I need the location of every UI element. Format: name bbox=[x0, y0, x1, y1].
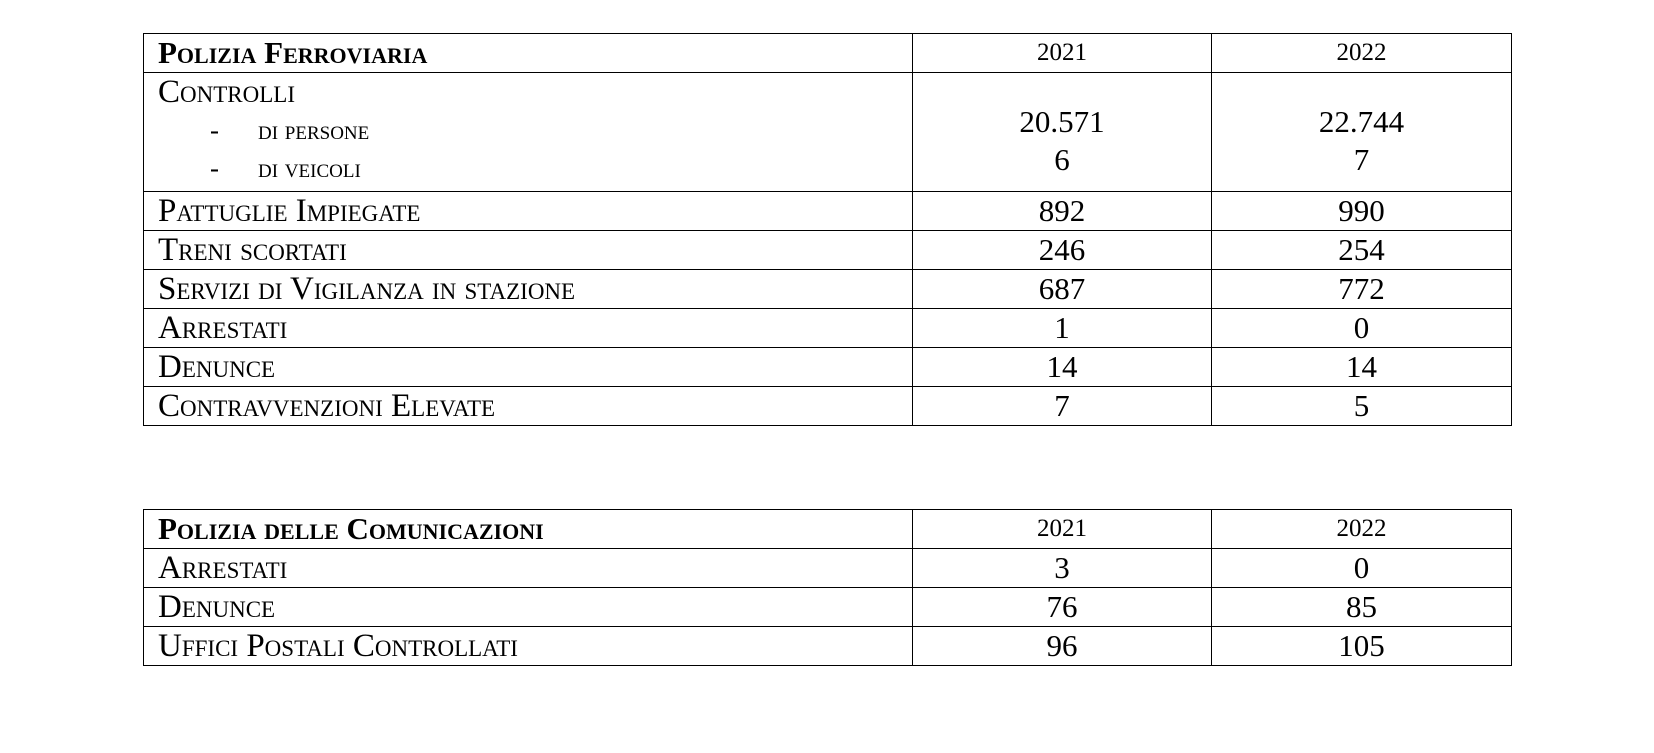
row-value-2021: 76 bbox=[913, 588, 1212, 627]
year-column-header: 2022 bbox=[1212, 510, 1512, 549]
controlli-values-2022 bbox=[1212, 73, 1512, 192]
table-row bbox=[144, 387, 1512, 426]
row-label: Arrestati bbox=[144, 309, 913, 348]
row-label: Pattuglie Impiegate bbox=[144, 192, 913, 231]
row-label: Arrestati bbox=[144, 549, 913, 588]
controlli-veicoli-label: di veicoli bbox=[258, 153, 361, 183]
table-row bbox=[144, 588, 1512, 627]
row-value-2021: 7 bbox=[913, 387, 1212, 426]
row-value-2022: 105 bbox=[1212, 627, 1512, 666]
row-label: Servizi di Vigilanza in stazione bbox=[144, 270, 913, 309]
controlli-persone-label: di persone bbox=[258, 115, 370, 145]
controlli-label-cell bbox=[144, 73, 913, 192]
table-row bbox=[144, 192, 1512, 231]
row-value-2021: 96 bbox=[913, 627, 1212, 666]
row-value-2021: 246 bbox=[913, 231, 1212, 270]
row-value-2021: 1 bbox=[913, 309, 1212, 348]
row-value-2021: 14 bbox=[913, 348, 1212, 387]
row-value-2021: 3 bbox=[913, 549, 1212, 588]
table-row bbox=[144, 73, 1512, 192]
row-label: Uffici Postali Controllati bbox=[144, 627, 913, 666]
bullet-dash: - bbox=[210, 153, 219, 183]
row-label: Denunce bbox=[144, 588, 913, 627]
controlli-persone-label-line bbox=[158, 111, 912, 149]
year-column-header: 2021 bbox=[913, 34, 1212, 73]
controlli-persone-2021: 20.571 bbox=[1019, 104, 1105, 139]
row-value-2022: 14 bbox=[1212, 348, 1512, 387]
row-value-2022: 254 bbox=[1212, 231, 1512, 270]
row-value-2022: 772 bbox=[1212, 270, 1512, 309]
controlli-veicoli-2022: 7 bbox=[1353, 142, 1370, 177]
row-value-2022: 990 bbox=[1212, 192, 1512, 231]
controlli-veicoli-label-line bbox=[158, 149, 912, 187]
row-label: Denunce bbox=[144, 348, 913, 387]
controlli-persone-2022: 22.744 bbox=[1318, 104, 1405, 139]
year-column-header: 2022 bbox=[1212, 34, 1512, 73]
polizia-comunicazioni-table bbox=[143, 509, 1512, 666]
year-column-header: 2021 bbox=[913, 510, 1212, 549]
row-value-2022: 85 bbox=[1212, 588, 1512, 627]
row-label: Treni scortati bbox=[144, 231, 913, 270]
controlli-label: Controlli bbox=[158, 74, 295, 110]
table-title: Polizia Ferroviaria bbox=[144, 34, 913, 73]
controlli-values-2021 bbox=[913, 73, 1212, 192]
table-row bbox=[144, 309, 1512, 348]
row-value-2021: 892 bbox=[913, 192, 1212, 231]
row-value-2021: 687 bbox=[913, 270, 1212, 309]
table-row bbox=[144, 270, 1512, 309]
table-row bbox=[144, 231, 1512, 270]
polizia-ferroviaria-table bbox=[143, 33, 1512, 426]
row-value-2022: 0 bbox=[1212, 549, 1512, 588]
row-value-2022: 5 bbox=[1212, 387, 1512, 426]
table-title: Polizia delle Comunicazioni bbox=[144, 510, 913, 549]
table-header-row bbox=[144, 510, 1512, 549]
controlli-veicoli-2021: 6 bbox=[1054, 142, 1070, 177]
bullet-dash: - bbox=[210, 115, 219, 145]
table-row bbox=[144, 627, 1512, 666]
row-value-2022: 0 bbox=[1212, 309, 1512, 348]
row-label: Contravvenzioni Elevate bbox=[144, 387, 913, 426]
table-row bbox=[144, 549, 1512, 588]
table-row bbox=[144, 348, 1512, 387]
table-header-row bbox=[144, 34, 1512, 73]
